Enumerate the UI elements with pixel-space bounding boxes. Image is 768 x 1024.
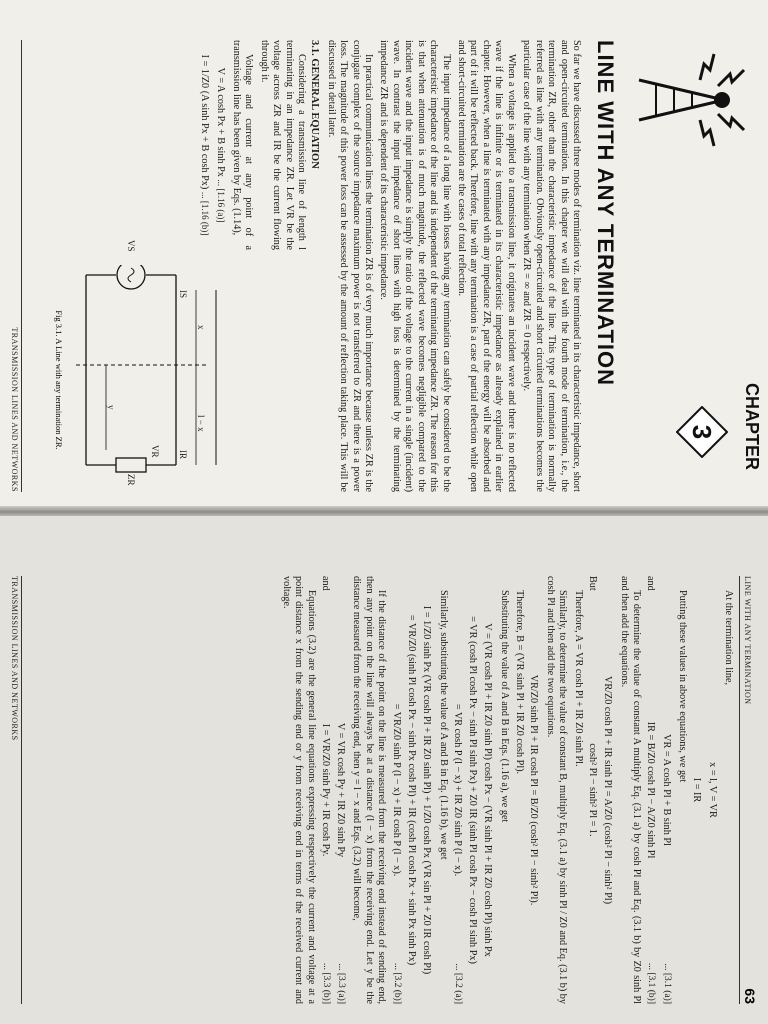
chapter-label: CHAPTER: [742, 382, 762, 470]
equation: and IR = B/Z0 cosh Pl − A/Z0 sinh Pl ... [3.1 (b)]: [645, 576, 657, 1004]
equation: = VR/Z0 sinh P (l − x) + IR cosh P (l − x). ... [3.2 (b)]: [390, 703, 402, 1004]
text-line: Similarly, to determine the value of constant B, multiply Eq. (3.1 a) by sinh Pl / Z0 and Eq. (3.1 b) by cosh Pl and then add the two equations.: [544, 576, 569, 1004]
label-l-minus-x: l − x: [196, 415, 206, 432]
equation: But cosh² Pl − sinh² Pl = 1.: [587, 576, 598, 837]
equation: VR/Z0 sinh Pl + IR cosh Pl = B/Z0 (cosh² Pl − sinh² Pl).: [528, 674, 540, 906]
label-ir: IR: [178, 450, 188, 459]
left-footer: TRANSMISSION LINES AND NETWORKS: [10, 40, 22, 492]
paragraph: In practical communication lines the termination ZR is of very much importance because unless ZR is the conjugate complex of the source impedance maximum power is not transferred to ZR and there is a power loss. The magnitude of this power loss can be assessed by the amount of reflection taking place. This will be discussed in detail later.: [325, 40, 374, 492]
paragraph: When a voltage is applied to a transmission line, it originates an incident wave and there is no reflected wave if the line is infinite or is terminated in its characteristic impedance as already explained in earlier chapter. However, when a line is terminated with any impedance ZR, part of the energy will be absorbed and part of it will be reflected back. Therefore, line with any termination is a case of partial reflection while open and short-circuited termination are the cases of total reflection.: [456, 40, 517, 492]
line-circuit-diagram: [66, 265, 226, 490]
equation: = VR (cosh Pl cosh Px − sinh Pl sinh Px) + Z0 IR (sinh Pl cosh Px − cosh Pl sinh Px): [467, 616, 479, 964]
intro-paragraph: So far we have discussed three modes of termination viz. line terminated in its characteristic impedance, short and open-circuited termination. In this chapter we will deal with the fourth mode of termination, i.e., the termination ZR, other than the characteristic impedance of the line. This type of termination is normally referred as line with any termination. Obviously open-circuited and short circuited terminations becomes the particular case of the line with any termination when ZR = ∞ and ZR = 0 respectively.: [521, 40, 582, 492]
text-line: Therefore, A = VR cosh Pl + IR Z0 sinh Pl.: [572, 590, 584, 767]
right-footer: TRANSMISSION LINES AND NETWORKS: [10, 576, 22, 1004]
label-vs: VS: [126, 240, 136, 252]
chapter-number: 3: [687, 424, 717, 440]
text-line: Substituting the value of A and B in Eqs. (1.16 a), we get: [498, 590, 510, 823]
text-line: Similarly, substituting the value of A and B in Eq. (1.16 b), we get: [437, 590, 449, 860]
paragraph: Voltage and current at any point of a transmission line has been given by Eqs. (1.14),: [231, 40, 255, 250]
equation: VR = A cosh Pl + B sinh Pl ... [3.1 (a)]: [660, 734, 672, 1004]
running-head: LINE WITH ANY TERMINATION: [743, 576, 752, 705]
text-line: Equations (3.2) are the general line equations expressing respectively the current and voltage at a point distance x from the sending end or y from receiving end in terms of the received current and voltage.: [280, 576, 317, 1004]
equation: I = 1/Z0 sinh Px (VR cosh Pl + IR Z0 sinh Pl) + 1/Z0 cosh Px (VR sin Pl + Z0 IR cosh Pl): [421, 605, 433, 975]
label-y: y: [106, 405, 116, 410]
chapter-title: LINE WITH ANY TERMINATION: [593, 40, 618, 387]
left-body: [196, 40, 582, 492]
equation: V = A cosh Px + B sinh Px ... [1.16 (a)]: [214, 67, 226, 223]
equation: = VR/Z0 (sinh Pl cosh Px − sinh Px cosh Pl) + IR (cosh Pl cosh Px + sinh Px sinh Px): [405, 614, 417, 966]
equation: VR/Z0 cosh Pl + IR sinh Pl = A/Z0 (cosh² Pl − sinh² Pl): [602, 676, 614, 904]
transmission-tower-icon: [634, 40, 754, 160]
paragraph: Considering a transmission line of length l terminating in an impedance ZR. Let VR be the voltage across ZR and IR be the current flowing through it.: [258, 40, 308, 250]
text-line: Therefore, B = (VR sinh Pl + IR Z0 cosh Pl).: [514, 590, 526, 775]
figure-caption: Fig 3.1. A Line with any termination ZR.: [54, 310, 64, 450]
section-heading: 3.1. GENERAL EQUATION: [309, 40, 321, 169]
label-vr: VR: [150, 445, 160, 458]
right-header: [739, 576, 758, 1004]
equation: I = IR: [691, 777, 703, 803]
equation: and I = VR/Z0 sinh Py + IR cosh Py. ... [3.3 (b)]: [319, 576, 331, 1004]
paragraph: The input impedance of a long line with losses having any termination can safely be considered to be the characteristic impedance of the line and is independent of the terminating impedance ZR. The reason for this is that when attenuation is of much magnitude, the reflected wave becomes negligible compared to the incident wave and the input impedance is simply the ratio of the voltage to the current in a single (incident) wave. In contrast the input impedance of short lines with high loss is determined by the terminating impedance ZR and is dependent of its characteristic impedance.: [378, 40, 452, 492]
text-line: To determine the value of constant A multiply Eq. (3.1 a) by cosh Pl and Eq. (3.1 b) by Z0 sinh Pl and then add the equations.: [618, 576, 643, 1004]
equation: V = (VR cosh Pl + IR Z0 sinh Pl) cosh Px − (VR sinh Pl + IR Z0 cosh Pl) sinh Px: [482, 623, 494, 957]
label-is: IS: [178, 290, 188, 299]
equation: V = VR cosh Py + IR Z0 sinh Py ... [3.3 (a)]: [335, 722, 347, 1004]
equation: = VR cosh P (l − x) + IR Z0 sinh P (l − x). ... [3.2 (a)]: [451, 703, 463, 1004]
text-line: At the termination line,: [723, 590, 734, 686]
right-page: [0, 516, 768, 1024]
text-line: Putting these values in above equations, we get: [677, 590, 689, 783]
label-x: x: [196, 325, 206, 330]
right-body: [276, 576, 734, 1004]
text-line: If the distance of the point on the line is measured from the receiving end instead of sending end, then any point on the line will always be at a distance (l − x) from the receiving end. Let y be the distance measured from the receiving end, then y = l − x and Eqs. (3.2) will become,: [351, 576, 388, 1004]
chapter-number-badge: [676, 406, 728, 458]
equation: I = 1/Z0 (A sinh Px + B cosh Px) ... [1.16 (b)]: [199, 54, 211, 236]
equation: x = l, V = VR: [706, 762, 718, 818]
label-zr: ZR: [126, 474, 136, 486]
figure-3-1: [46, 40, 226, 492]
left-page: [0, 0, 768, 510]
page-number: 63: [742, 988, 758, 1004]
